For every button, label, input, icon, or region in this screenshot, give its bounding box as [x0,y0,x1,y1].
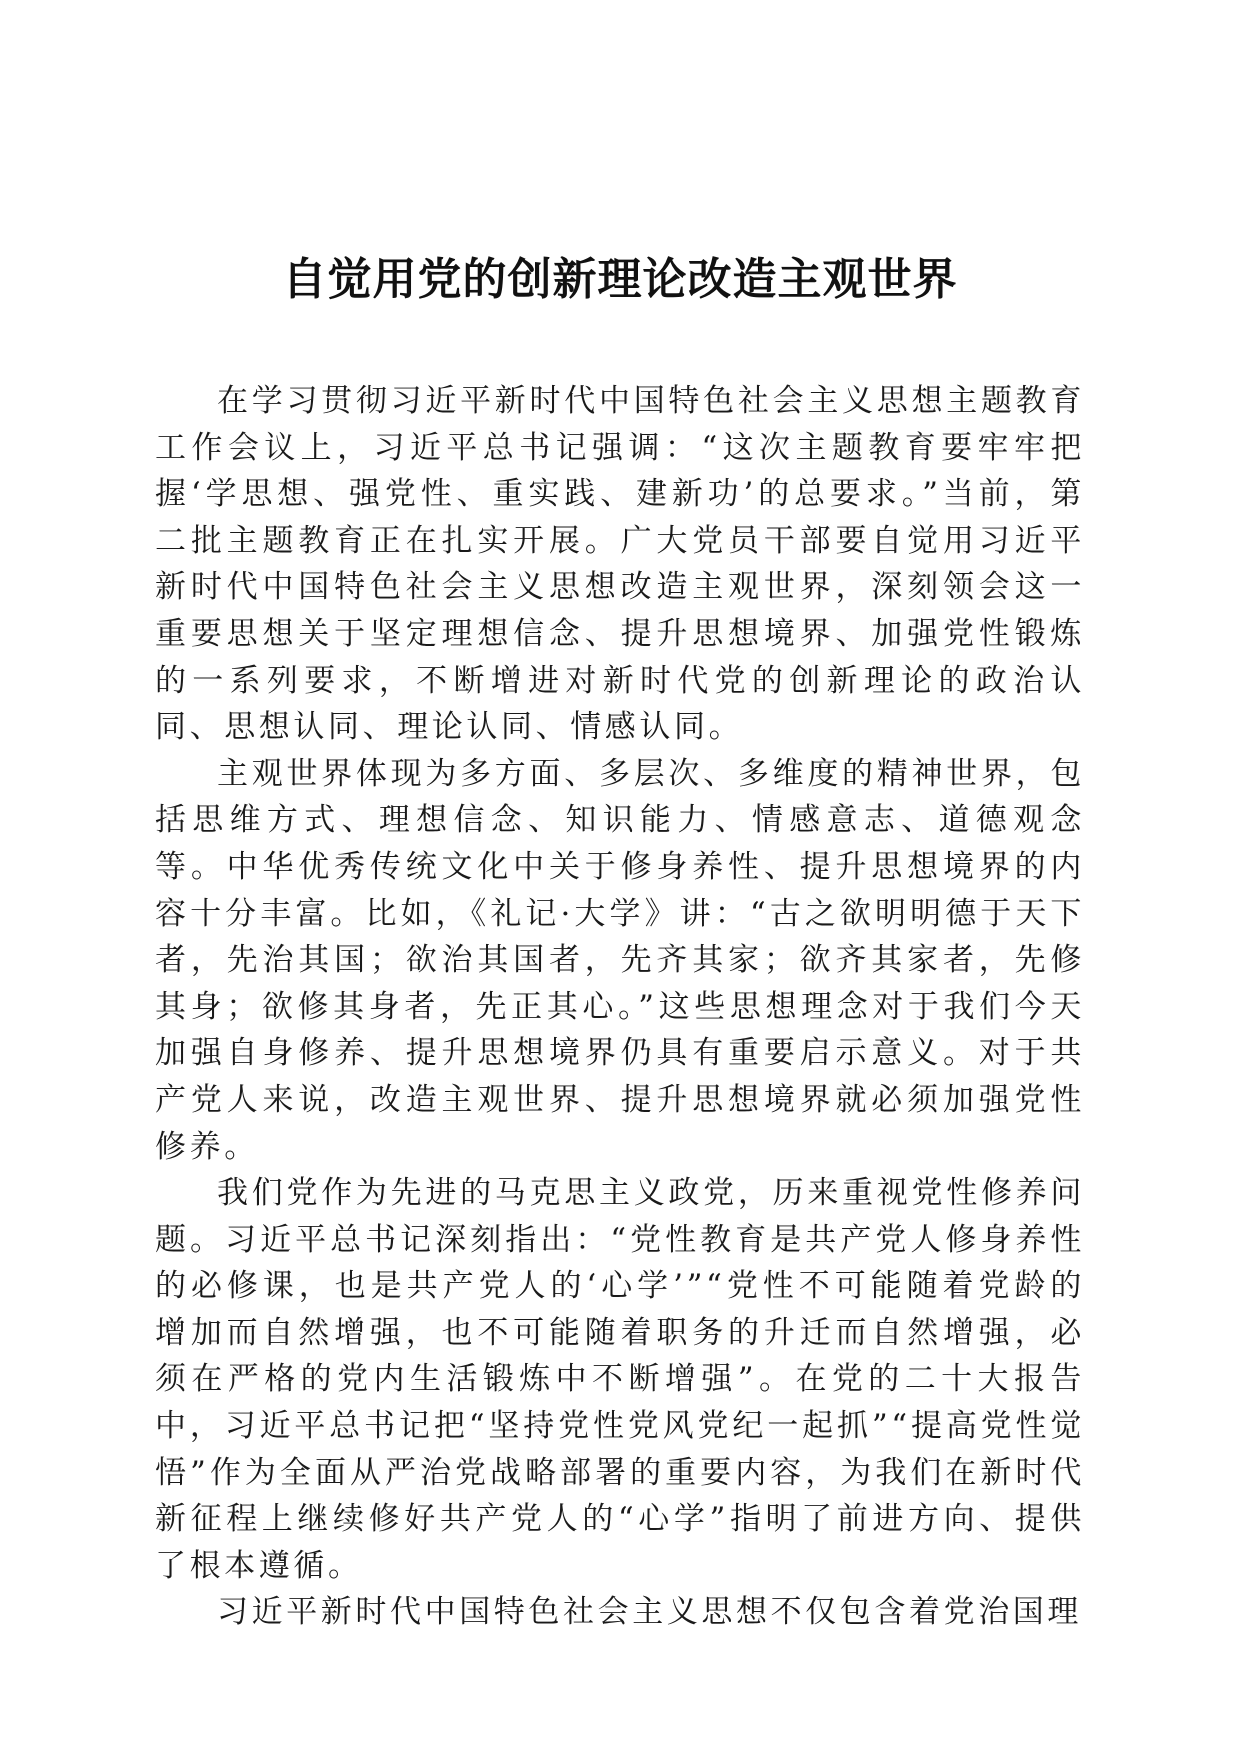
paragraph-4: 习近平新时代中国特色社会主义思想不仅包含着党治国理 [217,1594,1082,1631]
paragraph-2: 主观世界体现为多方面、多层次、多维度的精神世界，包括思维方式、理想信念、知识能力、情感意志、道德观念等。中华优秀传统文化中关于修身养性、提升思想境界的内容十分丰富。比如，《礼记·大学》讲：“古之欲明明德于天下者，先治其国；欲治其国者，先齐其家；欲齐其家者，先修其身；欲修其身者，先正其心。”这些思想理念对于我们今天加强自身修养、提升思想境界仍具有重要启示意义。对于共产党人来说，改造主观世界、提升思想境界就必须加强党性修养。 [155,755,1085,1165]
paragraph-1: 在学习贯彻习近平新时代中国特色社会主义思想主题教育工作会议上，习近平总书记强调：“这次主题教育要牢牢把握‘学思想、强党性、重实践、建新功’的总要求。”当前，第二批主题教育正在扎实开展。广大党员干部要自觉用习近平新时代中国特色社会主义思想改造主观世界，深刻领会这一重要思想关于坚定理想信念、提升思想境界、加强党性锻炼的一系列要求，不断增进对新时代党的创新理论的政治认同、思想认同、理论认同、情感认同。 [155,383,1085,746]
document-title: 自觉用党的创新理论改造主观世界 [282,254,958,305]
paragraph-3: 我们党作为先进的马克思主义政党，历来重视党性修养问题。习近平总书记深刻指出：“党性教育是共产党人修身养性的必修课，也是共产党人的‘心学’”“党性不可能随着党龄的增加而自然增强，也不可能随着职务的升迁而自然增强，必须在严格的党内生活锻炼中不断增强”。在党的二十大报告中，习近平总书记把“坚持党性党风党纪一起抓”“提高党性觉悟”作为全面从严治党战略部署的重要内容，为我们在新时代新征程上继续修好共产党人的“心学”指明了前进方向、提供了根本遵循。 [155,1175,1085,1584]
document-body [155,378,1085,1636]
